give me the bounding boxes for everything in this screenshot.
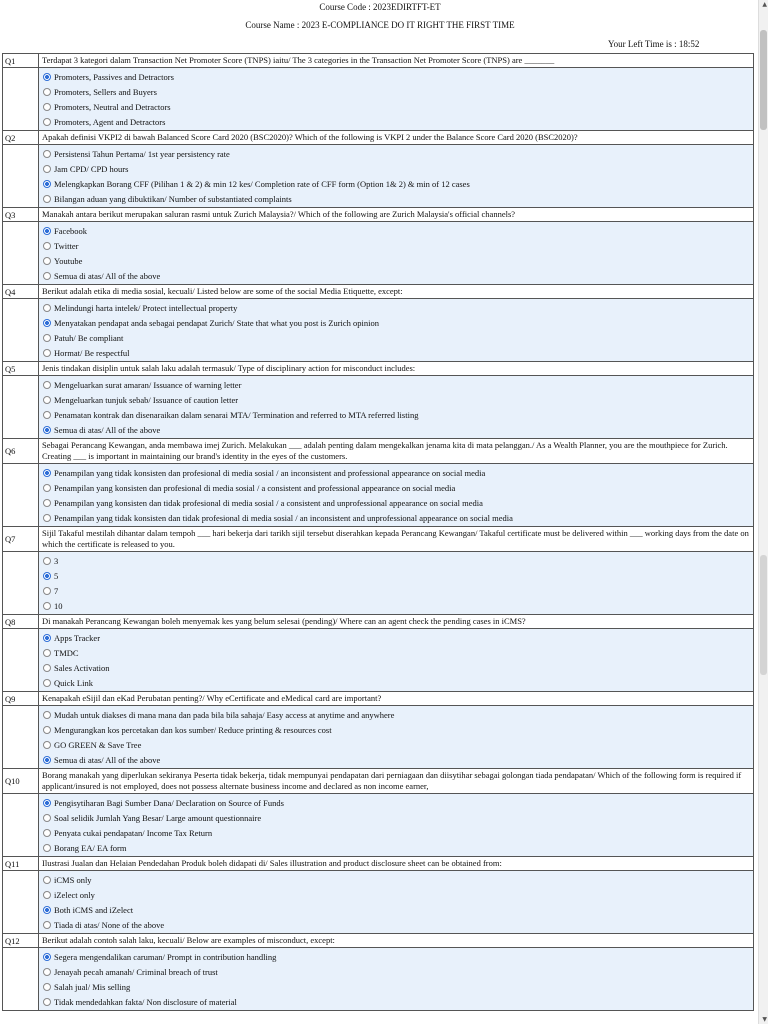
radio-icon[interactable] bbox=[43, 876, 51, 884]
answer-option-label: 7 bbox=[54, 585, 59, 596]
answer-options bbox=[39, 948, 753, 1010]
answer-option[interactable] bbox=[43, 568, 753, 583]
answer-option[interactable] bbox=[43, 161, 753, 176]
radio-icon[interactable] bbox=[43, 844, 51, 852]
answer-option[interactable] bbox=[43, 84, 753, 99]
answer-row bbox=[2, 551, 754, 614]
radio-icon[interactable] bbox=[43, 242, 51, 250]
scrollbar-thumb[interactable] bbox=[760, 30, 767, 130]
answer-options bbox=[39, 794, 753, 856]
time-remaining: Your Left Time is : 18:52 bbox=[608, 39, 700, 49]
question-row bbox=[2, 691, 754, 705]
radio-icon[interactable] bbox=[43, 334, 51, 342]
answer-option[interactable] bbox=[43, 300, 753, 315]
answer-option-label: Quick Link bbox=[54, 677, 93, 688]
question-number: Q10 bbox=[3, 769, 39, 793]
answer-spacer bbox=[3, 871, 39, 933]
question-text: Ilustrasi Jualan dan Helaian Pendedahan Produk boleh didapati di/ Sales illustration and product disclosure sheet can be obtained from: bbox=[42, 858, 502, 868]
answer-option[interactable] bbox=[43, 268, 753, 283]
question-number: Q3 bbox=[3, 208, 39, 221]
answer-option[interactable] bbox=[43, 422, 753, 437]
question-row bbox=[2, 53, 754, 67]
answer-options bbox=[39, 68, 753, 130]
radio-icon[interactable] bbox=[43, 381, 51, 389]
answer-spacer bbox=[3, 222, 39, 284]
answer-option[interactable] bbox=[43, 752, 753, 767]
answer-option[interactable] bbox=[43, 465, 753, 480]
answer-spacer bbox=[3, 376, 39, 438]
radio-icon[interactable] bbox=[43, 711, 51, 719]
radio-selected-icon[interactable] bbox=[43, 756, 51, 764]
answer-spacer bbox=[3, 629, 39, 691]
answer-option-label: Semua di atas/ All of the above bbox=[54, 424, 161, 435]
answer-row bbox=[2, 375, 754, 438]
radio-icon[interactable] bbox=[43, 349, 51, 357]
answer-option[interactable] bbox=[43, 795, 753, 810]
answer-option-label: Promoters, Sellers and Buyers bbox=[54, 86, 157, 97]
radio-icon[interactable] bbox=[43, 165, 51, 173]
radio-icon[interactable] bbox=[43, 257, 51, 265]
answer-option[interactable] bbox=[43, 480, 753, 495]
answer-option-label: Tidak mendedahkan fakta/ Non disclosure of material bbox=[54, 996, 237, 1007]
question-row bbox=[2, 933, 754, 947]
answer-row bbox=[2, 793, 754, 856]
answer-option[interactable] bbox=[43, 510, 753, 525]
answer-spacer bbox=[3, 552, 39, 614]
answer-option-label: Bilangan aduan yang dibuktikan/ Number of substantiated complaints bbox=[54, 193, 292, 204]
answer-spacer bbox=[3, 145, 39, 207]
answer-option-label: Penampilan yang tidak konsisten dan tidak profesional di media sosial / an inconsistent and unprofessional appearance on social media bbox=[54, 512, 513, 523]
answer-options bbox=[39, 629, 753, 691]
scrollbar[interactable] bbox=[758, 0, 768, 1024]
question-number: Q12 bbox=[3, 934, 39, 947]
radio-icon[interactable] bbox=[43, 484, 51, 492]
radio-icon[interactable] bbox=[43, 118, 51, 126]
answer-option[interactable] bbox=[43, 722, 753, 737]
answer-option[interactable] bbox=[43, 810, 753, 825]
question-row bbox=[2, 207, 754, 221]
radio-selected-icon[interactable] bbox=[43, 799, 51, 807]
answer-option-label: Borang EA/ EA form bbox=[54, 842, 127, 853]
answer-option-label: Persistensi Tahun Pertama/ 1st year persistency rate bbox=[54, 148, 230, 159]
answer-option-label: Jenayah pecah amanah/ Criminal breach of trust bbox=[54, 966, 218, 977]
radio-icon[interactable] bbox=[43, 195, 51, 203]
radio-selected-icon[interactable] bbox=[43, 227, 51, 235]
question-text: Borang manakah yang diperlukan sekiranya Peserta tidak bekerja, tidak mempunyai pendapatan dari perniagaan dan diisytihar sebagai golongan tiada pendapatan/ Which of the following form is required if applicant/insured is not employed, does not possess alternate business income and declared as non income earner, bbox=[42, 770, 742, 791]
radio-icon[interactable] bbox=[43, 411, 51, 419]
answer-row bbox=[2, 144, 754, 207]
answer-option-label: Menyatakan pendapat anda sebagai pendapat Zurich/ State that what you post is Zurich opinion bbox=[54, 317, 380, 328]
question-row bbox=[2, 284, 754, 298]
radio-icon[interactable] bbox=[43, 150, 51, 158]
question-text: Terdapat 3 kategori dalam Transaction Net Promoter Score (TNPS) iaitu/ The 3 categories in the Transaction Net Promoter Score (TNPS) are _______ bbox=[42, 55, 555, 65]
answer-row bbox=[2, 298, 754, 361]
question-table bbox=[2, 53, 754, 1011]
answer-option-label: Youtube bbox=[54, 255, 83, 266]
answer-spacer bbox=[3, 948, 39, 1010]
answer-option-label: Salah jual/ Mis selling bbox=[54, 981, 131, 992]
answer-option[interactable] bbox=[43, 630, 753, 645]
answer-option[interactable] bbox=[43, 191, 753, 206]
radio-selected-icon[interactable] bbox=[43, 73, 51, 81]
answer-option[interactable] bbox=[43, 345, 753, 360]
answer-option[interactable] bbox=[43, 887, 753, 902]
answer-option-label: 5 bbox=[54, 570, 59, 581]
answer-row bbox=[2, 221, 754, 284]
question-text: Manakah antara berikut merupakan saluran rasmi untuk Zurich Malaysia?/ Which of the following are Zurich Malaysia's official channels? bbox=[42, 209, 516, 219]
answer-option-label: Semua di atas/ All of the above bbox=[54, 754, 161, 765]
question-row bbox=[2, 361, 754, 375]
answer-spacer bbox=[3, 68, 39, 130]
answer-option[interactable] bbox=[43, 872, 753, 887]
answer-option-label: 3 bbox=[54, 555, 59, 566]
answer-option[interactable] bbox=[43, 902, 753, 917]
answer-option-label: Tiada di atas/ None of the above bbox=[54, 919, 165, 930]
question-text: Kenapakah eSijil dan eKad Perubatan penting?/ Why eCertificate and eMedical card are important? bbox=[42, 693, 382, 703]
radio-icon[interactable] bbox=[43, 814, 51, 822]
answer-options bbox=[39, 376, 753, 438]
answer-option[interactable] bbox=[43, 979, 753, 994]
radio-selected-icon[interactable] bbox=[43, 469, 51, 477]
radio-selected-icon[interactable] bbox=[43, 180, 51, 188]
answer-option-label: Penampilan yang konsisten dan tidak profesional di media sosial / a consistent and unprofessional appearance on social media bbox=[54, 497, 483, 508]
question-row bbox=[2, 526, 754, 551]
radio-icon[interactable] bbox=[43, 557, 51, 565]
question-row bbox=[2, 768, 754, 793]
answer-option-label: Facebook bbox=[54, 225, 88, 236]
answer-options bbox=[39, 145, 753, 207]
radio-icon[interactable] bbox=[43, 587, 51, 595]
question-row bbox=[2, 438, 754, 463]
answer-row bbox=[2, 463, 754, 526]
radio-icon[interactable] bbox=[43, 514, 51, 522]
answer-option-label: Penampilan yang konsisten dan profesional di media sosial / a consistent and professional appearance on social media bbox=[54, 482, 456, 493]
answer-option-label: Mengeluarkan tunjuk sebab/ Issuance of caution letter bbox=[54, 394, 239, 405]
radio-selected-icon[interactable] bbox=[43, 953, 51, 961]
answer-option[interactable] bbox=[43, 315, 753, 330]
answer-option-label: Semua di atas/ All of the above bbox=[54, 270, 161, 281]
radio-icon[interactable] bbox=[43, 664, 51, 672]
radio-icon[interactable] bbox=[43, 499, 51, 507]
answer-option[interactable] bbox=[43, 377, 753, 392]
answer-options bbox=[39, 871, 753, 933]
answer-option[interactable] bbox=[43, 223, 753, 238]
radio-selected-icon[interactable] bbox=[43, 426, 51, 434]
answer-option[interactable] bbox=[43, 253, 753, 268]
scroll-up-icon[interactable]: ▲ bbox=[762, 1, 767, 8]
answer-option[interactable] bbox=[43, 553, 753, 568]
course-name: Course Name : 2023 E-COMPLIANCE DO IT RIGHT THE FIRST TIME bbox=[245, 20, 515, 30]
answer-option[interactable] bbox=[43, 840, 753, 855]
radio-icon[interactable] bbox=[43, 304, 51, 312]
answer-option-label: Penyata cukai pendapatan/ Income Tax Return bbox=[54, 827, 213, 838]
radio-icon[interactable] bbox=[43, 726, 51, 734]
radio-icon[interactable] bbox=[43, 983, 51, 991]
question-number: Q6 bbox=[3, 439, 39, 463]
radio-icon[interactable] bbox=[43, 891, 51, 899]
radio-icon[interactable] bbox=[43, 602, 51, 610]
answer-spacer bbox=[3, 794, 39, 856]
radio-icon[interactable] bbox=[43, 998, 51, 1006]
answer-row bbox=[2, 870, 754, 933]
answer-option[interactable] bbox=[43, 407, 753, 422]
answer-option-label: iCMS only bbox=[54, 874, 92, 885]
question-text: Di manakah Perancang Kewangan boleh menyemak kes yang belum selesai (pending)/ Where can an agent check the pending cases in iCMS? bbox=[42, 616, 526, 626]
answer-option[interactable] bbox=[43, 146, 753, 161]
answer-row bbox=[2, 628, 754, 691]
answer-option-label: Melengkapkan Borang CFF (Pilihan 1 & 2) & min 12 kes/ Completion rate of CFF form (Option 1& 2) & min of 12 cases bbox=[54, 178, 470, 189]
answer-row bbox=[2, 705, 754, 768]
radio-icon[interactable] bbox=[43, 649, 51, 657]
answer-option-label: Penampilan yang tidak konsisten dan profesional di media sosial / an inconsistent and professional appearance on social media bbox=[54, 467, 486, 478]
question-text: Sebagai Perancang Kewangan, anda membawa imej Zurich. Melakukan ___ adalah penting dalam mengekalkan jenama kita di mata pelanggan./ As a Wealth Planner, you are the mouthpiece for Zurich. Creating ___ is important in maintaining our brand's identity in the eyes of the customers. bbox=[42, 440, 728, 461]
answer-option[interactable] bbox=[43, 238, 753, 253]
answer-option[interactable] bbox=[43, 825, 753, 840]
answer-option[interactable] bbox=[43, 330, 753, 345]
answer-option[interactable] bbox=[43, 69, 753, 84]
answer-option[interactable] bbox=[43, 707, 753, 722]
scrollbar-thumb-secondary[interactable] bbox=[760, 555, 767, 675]
answer-option-label: Mengeluarkan surat amaran/ Issuance of warning letter bbox=[54, 379, 242, 390]
question-text: Apakah definisi VKPI2 di bawah Balanced Score Card 2020 (BSC2020)? Which of the following is VKPI 2 under the Balance Score Card 2020 (BSC2020)? bbox=[42, 132, 578, 142]
radio-icon[interactable] bbox=[43, 829, 51, 837]
answer-option-label: Pengisytiharan Bagi Sumber Dana/ Declaration on Source of Funds bbox=[54, 797, 284, 808]
answer-option-label: 10 bbox=[54, 600, 63, 611]
answer-option[interactable] bbox=[43, 737, 753, 752]
answer-option[interactable] bbox=[43, 660, 753, 675]
radio-icon[interactable] bbox=[43, 88, 51, 96]
answer-option-label: Promoters, Agent and Detractors bbox=[54, 116, 166, 127]
answer-option-label: Penamatan kontrak dan disenaraikan dalam senarai MTA/ Termination and referred to MTA referred listing bbox=[54, 409, 419, 420]
answer-row bbox=[2, 67, 754, 130]
question-text: Jenis tindakan disiplin untuk salah laku adalah termasuk/ Type of disciplinary action for misconduct includes: bbox=[42, 363, 416, 373]
question-text: Sijil Takaful mestilah dihantar dalam tempoh ___ hari bekerja dari tarikh sijil tersebut diserahkan kepada Perancang Kewangan/ Takaful certificate must be delivered within ___ working days from the date on which the certificate is released to you. bbox=[42, 528, 749, 549]
answer-option[interactable] bbox=[43, 495, 753, 510]
answer-spacer bbox=[3, 464, 39, 526]
answer-option-label: Sales Activation bbox=[54, 662, 110, 673]
answer-option[interactable] bbox=[43, 964, 753, 979]
radio-icon[interactable] bbox=[43, 921, 51, 929]
answer-option-label: Apps Tracker bbox=[54, 632, 101, 643]
answer-row bbox=[2, 947, 754, 1011]
answer-option-label: Promoters, Neutral and Detractors bbox=[54, 101, 171, 112]
answer-option[interactable] bbox=[43, 598, 753, 613]
question-number: Q1 bbox=[3, 54, 39, 67]
answer-option[interactable] bbox=[43, 917, 753, 932]
question-row bbox=[2, 856, 754, 870]
answer-option-label: GO GREEN & Save Tree bbox=[54, 739, 142, 750]
answer-option-label: Promoters, Passives and Detractors bbox=[54, 71, 174, 82]
answer-option[interactable] bbox=[43, 176, 753, 191]
question-number: Q5 bbox=[3, 362, 39, 375]
course-code: Course Code : 2023EDIRTFT-ET bbox=[319, 2, 441, 12]
answer-option[interactable] bbox=[43, 114, 753, 129]
question-text: Berikut adalah contoh salah laku, kecuali/ Below are examples of misconduct, except: bbox=[42, 935, 335, 945]
radio-selected-icon[interactable] bbox=[43, 906, 51, 914]
radio-icon[interactable] bbox=[43, 103, 51, 111]
answer-options bbox=[39, 464, 753, 526]
answer-option[interactable] bbox=[43, 583, 753, 598]
answer-option-label: Soal selidik Jumlah Yang Besar/ Large amount questionnaire bbox=[54, 812, 262, 823]
question-number: Q9 bbox=[3, 692, 39, 705]
question-number: Q7 bbox=[3, 527, 39, 551]
answer-option[interactable] bbox=[43, 949, 753, 964]
answer-option-label: Hormat/ Be respectful bbox=[54, 347, 130, 358]
answer-options bbox=[39, 706, 753, 768]
answer-option-label: Melindungi harta intelek/ Protect intellectual property bbox=[54, 302, 238, 313]
question-number: Q8 bbox=[3, 615, 39, 628]
radio-icon[interactable] bbox=[43, 741, 51, 749]
question-number: Q4 bbox=[3, 285, 39, 298]
answer-option[interactable] bbox=[43, 994, 753, 1009]
answer-option[interactable] bbox=[43, 392, 753, 407]
question-number: Q2 bbox=[3, 131, 39, 144]
radio-icon[interactable] bbox=[43, 679, 51, 687]
answer-option-label: Jam CPD/ CPD hours bbox=[54, 163, 129, 174]
answer-spacer bbox=[3, 299, 39, 361]
question-number: Q11 bbox=[3, 857, 39, 870]
radio-selected-icon[interactable] bbox=[43, 319, 51, 327]
question-text: Berikut adalah etika di media sosial, kecuali/ Listed below are some of the social Media Etiquette, except: bbox=[42, 286, 403, 296]
answer-option[interactable] bbox=[43, 99, 753, 114]
answer-option-label: Segera mengendalikan caruman/ Prompt in contribution handling bbox=[54, 951, 277, 962]
answer-option-label: iZelect only bbox=[54, 889, 95, 900]
radio-icon[interactable] bbox=[43, 272, 51, 280]
answer-spacer bbox=[3, 706, 39, 768]
radio-selected-icon[interactable] bbox=[43, 572, 51, 580]
radio-selected-icon[interactable] bbox=[43, 634, 51, 642]
answer-option-label: Both iCMS and iZelect bbox=[54, 904, 134, 915]
answer-options bbox=[39, 222, 753, 284]
answer-option-label: Patuh/ Be compliant bbox=[54, 332, 124, 343]
answer-option-label: Twitter bbox=[54, 240, 79, 251]
answer-option[interactable] bbox=[43, 675, 753, 690]
question-row bbox=[2, 614, 754, 628]
scroll-down-icon[interactable]: ▼ bbox=[762, 1016, 767, 1023]
radio-icon[interactable] bbox=[43, 396, 51, 404]
answer-option-label: Mengurangkan kos percetakan dan kos sumber/ Reduce printing & resources cost bbox=[54, 724, 332, 735]
radio-icon[interactable] bbox=[43, 968, 51, 976]
answer-option[interactable] bbox=[43, 645, 753, 660]
question-row bbox=[2, 130, 754, 144]
answer-options bbox=[39, 299, 753, 361]
answer-option-label: Mudah untuk diakses di mana mana dan pada bila bila sahaja/ Easy access at anytime and anywhere bbox=[54, 709, 395, 720]
answer-options bbox=[39, 552, 753, 614]
answer-option-label: TMDC bbox=[54, 647, 79, 658]
